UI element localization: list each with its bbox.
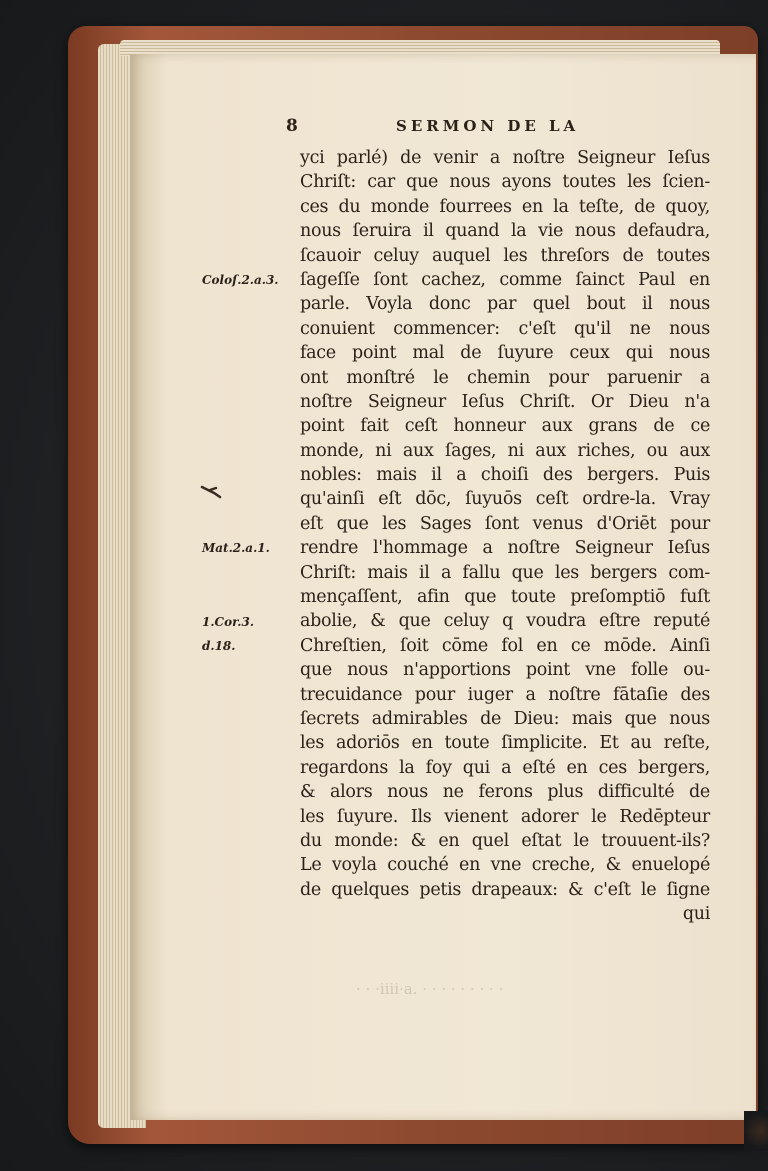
catchword: qui [682,904,710,925]
text-line: ont monſtré le chemin pour paruenir a [300,367,710,388]
text-line: noſtre Seigneur Ieſus Chriſt. Or Dieu n'a [300,391,710,412]
text-line: Chriſt: mais il a fallu que les bergers com- [300,562,710,583]
margin-note: Mat.2.a.1. [202,541,270,556]
margin-note: d.18. [202,639,236,653]
show-through-text: · · ·iiii·a. · · · · · · · · · [356,980,504,998]
text-line: Chriſt: car que nous ayons toutes les ſcien- [300,172,710,193]
text-line: parle. Voyla donc par quel bout il nous [300,294,710,315]
text-line: conuient commencer: c'eſt qu'il ne nous [300,318,710,339]
text-line: regardons la foy qui a eſté en ces bergers, [300,757,710,778]
text-line: eſt que les Sages ſont venus d'Oriēt pour [300,513,710,534]
text-line: face point mal de ſuyure ceux qui nous [300,343,710,364]
manicule-pen-mark [200,484,228,500]
text-line: point fait ceſt honneur aux grans de ce [300,416,710,437]
text-line: & alors nous ne ferons plus difficulté de [300,782,710,803]
text-line: les adoriōs en toute ſimplicite. Et au reſte, [300,733,710,754]
text-line: ſecrets admirables de Dieu: mais que nous [300,708,710,729]
text-line: mençaſſent, afin que toute preſomptiō fuſt [300,587,710,608]
text-line: que nous n'apportions point vne folle ou- [300,660,710,681]
text-line: Chreſtien, ſoit cōme fol en ce mōde. Ainſi [300,635,710,656]
book-page [130,54,756,1120]
text-line: qu'ainſi eſt dōc, ſuyuōs ceſt ordre-la. Vray [300,489,710,510]
text-line: du monde: & en quel eſtat le trouuent-ils? [300,830,710,851]
text-line: ces du monde fourrees en la teſte, de quoy, [300,196,710,217]
text-line: les ſuyure. Ils vienent adorer le Redēpteur [300,806,710,827]
text-line: monde, ni aux ſages, ni aux riches, ou aux [300,440,710,461]
text-line: nobles: mais il a choiſi des bergers. Puis [300,465,710,486]
text-line: trecuidance pour iuger a noſtre fātaſie des [300,684,710,705]
page-number: 8 [286,116,298,136]
body-text [300,146,710,927]
text-line: ſageſſe ſont cachez, comme ſainct Paul en [300,269,710,290]
corner-tear [744,1111,768,1151]
text-line: de quelques petis drapeaux: & c'eſt le ſigne [300,879,710,900]
text-line: ſcauoir celuy auquel les threſors de toutes [300,245,710,266]
running-header [286,116,766,136]
running-title: SERMON DE LA [396,117,580,135]
text-line: yci parlé) de venir a noſtre Seigneur Ieſus [300,148,710,168]
margin-note: 1.Cor.3. [202,614,255,629]
text-line: abolie, & que celuy q voudra eſtre reputé [300,611,710,632]
text-line: nous ſeruira il quand la vie nous defaudra, [300,221,710,242]
text-line: rendre l'hommage a noſtre Seigneur Ieſus [300,538,710,559]
text-line: Le voyla couché en vne creche, & enuelopé [300,855,710,876]
margin-note: Coloſ.2.a.3. [202,273,279,287]
page-text-area [130,54,756,1120]
